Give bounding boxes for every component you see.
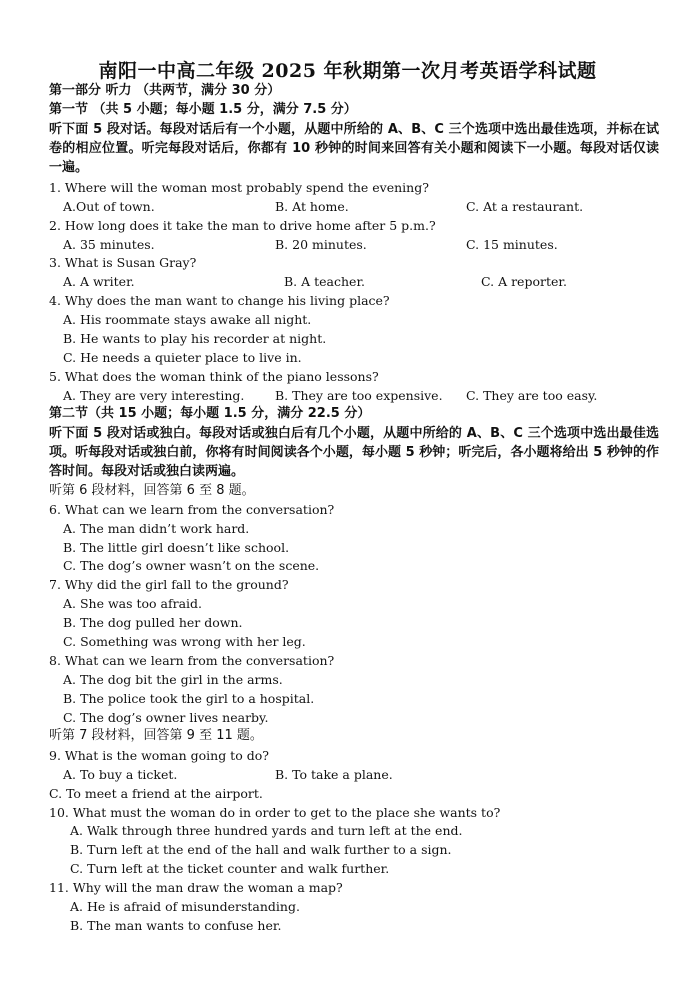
q5-stem: 5. What does the woman think of the piano lessons? <box>49 369 379 384</box>
q10-option-c: C. Turn left at the ticket counter and walk further. <box>70 861 390 876</box>
q5-option-a: A. They are very interesting. <box>63 388 245 403</box>
q10-option-a: A. Walk through three hundred yards and turn left at the end. <box>70 823 463 838</box>
material-6-note: 听第 6 段材料，回答第 6 至 8 题。 <box>49 483 255 498</box>
q3-stem: 3. What is Susan Gray? <box>49 255 197 270</box>
q11-stem: 11. Why will the man draw the woman a map? <box>49 880 343 895</box>
q9-option-b: B. To take a plane. <box>275 767 393 782</box>
section2-instructions: 听下面 5 段对话或独白。每段对话或独白后有几个小题，从题中所给的 A、B、C 三个选项中选出最佳选项。听每段对话或独白前，你将有时间阅读各个小题，每小题 5 秒钟；听完后，各小题将给出 5 秒钟的作答时间。每段对话或独白读两遍。 <box>49 426 659 479</box>
q8-option-a: A. The dog bit the girl in the arms. <box>63 672 283 687</box>
q6-option-c: C. The dog’s owner wasn’t on the scene. <box>63 558 320 573</box>
q1-option-a: A.Out of town. <box>63 199 155 214</box>
q3-option-c: C. A reporter. <box>481 274 567 289</box>
q4-option-b: B. He wants to play his recorder at night. <box>63 331 327 346</box>
q11-option-a: A. He is afraid of misunderstanding. <box>70 899 300 914</box>
section2-heading: 第二节（共 15 小题；每小题 1.5 分，满分 22.5 分） <box>49 406 371 421</box>
q2-option-b: B. 20 minutes. <box>275 237 367 252</box>
q6-option-a: A. The man didn’t work hard. <box>63 521 250 536</box>
q10-stem: 10. What must the woman do in order to get to the place she wants to? <box>49 805 501 820</box>
q6-stem: 6. What can we learn from the conversation? <box>49 502 335 517</box>
q1-stem: 1. Where will the woman most probably spend the evening? <box>49 180 429 195</box>
q7-option-a: A. She was too afraid. <box>63 596 203 611</box>
part1-heading: 第一部分 听力 （共两节，满分 30 分） <box>49 83 281 98</box>
section1-heading: 第一节 （共 5 小题；每小题 1.5 分，满分 7.5 分） <box>49 102 357 117</box>
q9-stem: 9. What is the woman going to do? <box>49 748 269 763</box>
exam-title: 南阳一中高二年级 2025 年秋期第一次月考英语学科试题 <box>98 60 597 82</box>
q1-option-b: B. At home. <box>275 199 349 214</box>
q8-option-b: B. The police took the girl to a hospital. <box>63 691 315 706</box>
q4-stem: 4. Why does the man want to change his living place? <box>49 293 390 308</box>
q4-option-c: C. He needs a quieter place to live in. <box>63 350 302 365</box>
q1-option-c: C. At a restaurant. <box>466 199 584 214</box>
q8-stem: 8. What can we learn from the conversation? <box>49 653 335 668</box>
q3-option-b: B. A teacher. <box>284 274 366 289</box>
q9-option-c: C. To meet a friend at the airport. <box>49 786 263 801</box>
q5-option-b: B. They are too expensive. <box>275 388 443 403</box>
q11-option-b: B. The man wants to confuse her. <box>70 918 282 933</box>
q2-stem: 2. How long does it take the man to drive home after 5 p.m.? <box>49 218 436 233</box>
q8-option-c: C. The dog’s owner lives nearby. <box>63 710 269 725</box>
q6-option-b: B. The little girl doesn’t like school. <box>63 540 290 555</box>
q7-option-c: C. Something was wrong with her leg. <box>63 634 306 649</box>
material-7-note: 听第 7 段材料，回答第 9 至 11 题。 <box>49 728 263 743</box>
q9-option-a: A. To buy a ticket. <box>63 767 178 782</box>
q10-option-b: B. Turn left at the end of the hall and walk further to a sign. <box>70 842 452 857</box>
q5-option-c: C. They are too easy. <box>466 388 598 403</box>
q7-stem: 7. Why did the girl fall to the ground? <box>49 577 289 592</box>
q3-option-a: A. A writer. <box>63 274 135 289</box>
section1-instructions: 听下面 5 段对话。每段对话后有一个小题，从题中所给的 A、B、C 三个选项中选出最佳选项，并标在试卷的相应位置。听完每段对话后，你都有 10 秒钟的时间来回答有关小题和阅读下一小题。每段对话仅读一遍。 <box>49 122 659 175</box>
q4-option-a: A. His roommate stays awake all night. <box>63 312 312 327</box>
q2-option-a: A. 35 minutes. <box>63 237 155 252</box>
q7-option-b: B. The dog pulled her down. <box>63 615 243 630</box>
q2-option-c: C. 15 minutes. <box>466 237 558 252</box>
